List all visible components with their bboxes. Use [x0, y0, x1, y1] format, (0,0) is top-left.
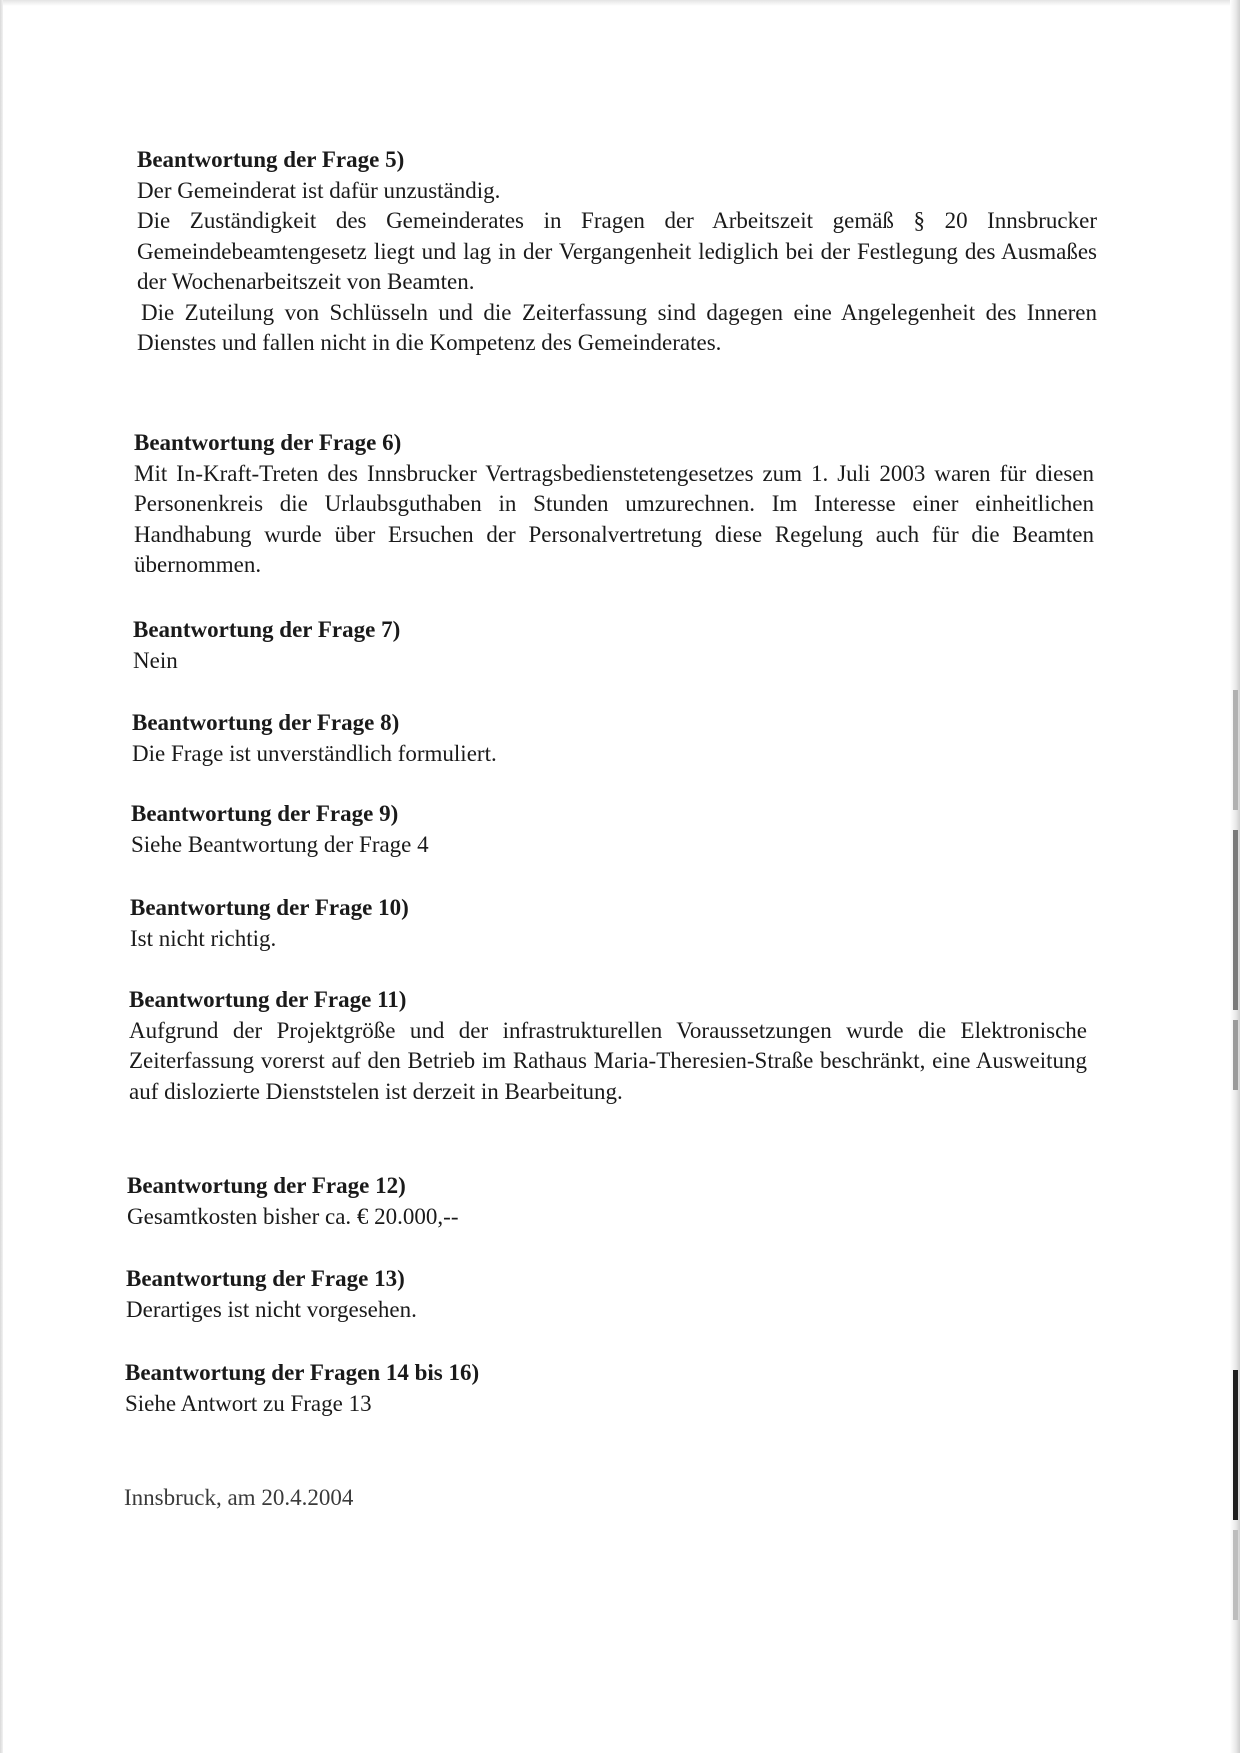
answer-heading: Beantwortung der Frage 9)	[131, 801, 399, 826]
answer-question-12	[127, 1171, 1087, 1232]
answer-question-13	[126, 1264, 1086, 1325]
place-and-date: Innsbruck, am 20.4.2004	[124, 1485, 354, 1510]
scan-mark	[1233, 1020, 1238, 1090]
answer-paragraph: Die Zuständigkeit des Gemeinderates in Fragen der Arbeitszeit gemäß § 20 Innsbrucker Gemeindebeamtengesetz liegt und lag in der Vergangenheit lediglich bei der Festlegung des Ausmaßes der Wochenarbeitszeit von Beamten.	[137, 208, 1097, 294]
answer-paragraph: Aufgrund der Projektgröße und der infrastrukturellen Voraussetzungen wurde die Elektronische Zeiterfassung vorerst auf den Betrieb im Rathaus Maria-Theresien-Straße beschränkt, eine Ausweitung auf dislozierte Dienststelen ist derzeit in Bearbeitung.	[129, 1017, 1087, 1104]
scan-mark	[1233, 830, 1238, 1010]
scan-mark	[1233, 1530, 1238, 1620]
answer-paragraph: Derartiges ist nicht vorgesehen.	[126, 1296, 417, 1322]
scan-edge-left	[0, 0, 3, 1753]
answer-paragraph: Die Zuteilung von Schlüsseln und die Zeiterfassung sind dagegen eine Angelegenheit des Inneren Dienstes und fallen nicht in die Kompetenz des Gemeinderates.	[137, 299, 1097, 355]
answer-question-6	[134, 428, 1094, 581]
answer-paragraph: Gesamtkosten bisher ca. € 20.000,--	[127, 1203, 459, 1229]
answer-heading: Beantwortung der Fragen 14 bis 16)	[125, 1360, 480, 1385]
scan-edge-top	[0, 0, 1240, 6]
answer-heading: Beantwortung der Frage 6)	[134, 430, 402, 455]
answer-paragraph: Die Frage ist unverständlich formuliert.	[132, 740, 497, 766]
scan-mark	[1233, 690, 1238, 810]
answer-question-8	[132, 708, 1092, 769]
answer-heading: Beantwortung der Frage 12)	[127, 1173, 406, 1198]
answer-paragraph: Nein	[133, 647, 178, 673]
answer-heading: Beantwortung der Frage 13)	[126, 1266, 405, 1291]
scan-mark	[1233, 1370, 1238, 1520]
answer-question-7	[133, 615, 1093, 676]
answer-paragraph: Der Gemeinderat ist dafür unzuständig.	[137, 177, 501, 203]
answer-question-11	[129, 985, 1087, 1107]
answer-paragraph: Ist nicht richtig.	[130, 925, 277, 951]
answer-question-5	[137, 145, 1097, 359]
answer-paragraph: Siehe Beantwortung der Frage 4	[131, 831, 429, 857]
answer-questions-14-to-16	[125, 1358, 1085, 1419]
answer-heading: Beantwortung der Frage 11)	[129, 987, 407, 1012]
answer-heading: Beantwortung der Frage 7)	[133, 617, 401, 642]
answer-paragraph: Mit In-Kraft-Treten des Innsbrucker Vertragsbedienstetengesetzes zum 1. Juli 2003 waren für diesen Personenkreis die Urlaubsguthaben in Stunden umzurechnen. Im Interesse einer einheitlichen Handhabung wurde über Ersuchen der Personalvertretung diese Regelung auch für die Beamten übernommen.	[134, 460, 1094, 577]
answer-heading: Beantwortung der Frage 8)	[132, 710, 400, 735]
answer-heading: Beantwortung der Frage 5)	[137, 147, 405, 172]
answer-question-9	[131, 799, 1091, 860]
answer-paragraph: Siehe Antwort zu Frage 13	[125, 1390, 372, 1416]
answer-question-10	[130, 893, 1090, 954]
answer-heading: Beantwortung der Frage 10)	[130, 895, 409, 920]
